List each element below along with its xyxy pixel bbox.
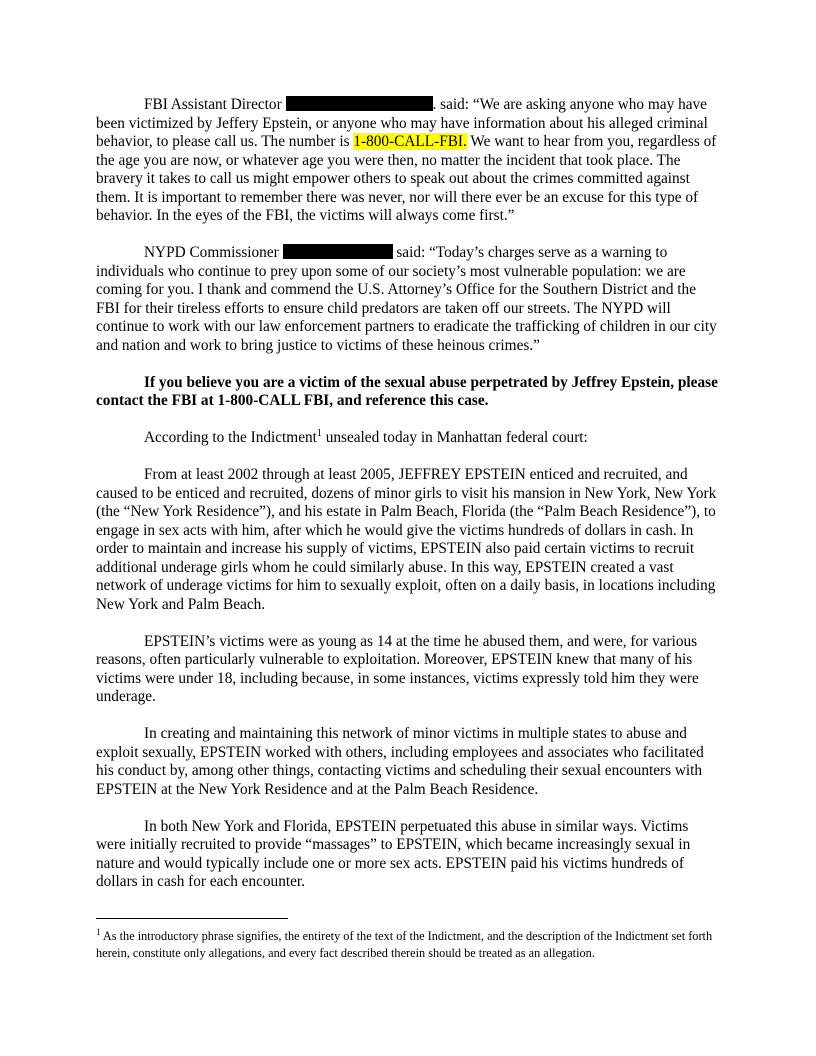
contact-fbi-paragraph: If you believe you are a victim of the sexual abuse perpetrated by Jeffrey Epstein, please contact the FBI at 1-800-CALL FBI, and reference this case. xyxy=(96,373,718,409)
nypd-statement-prefix: NYPD Commissioner xyxy=(144,244,283,261)
nypd-statement-body: said: “Today’s charges serve as a warning to individuals who continue to prey upon some of our society’s most vulnerable population: we are coming for you. I thank and commend the U.S. Attorney’s Office for the Southern District and the FBI for their tireless efforts to ensure child predators are taken off our streets. The NYPD will continue to work with our law enforcement partners to eradicate the trafficking of children in our city and nation and work to bring justice to victims of these heinous crimes.” xyxy=(96,244,717,354)
nypd-statement-paragraph xyxy=(96,244,720,355)
indictment-intro-prefix: According to the Indictment xyxy=(144,429,317,446)
footnote-divider xyxy=(96,918,288,919)
fbi-statement-prefix: FBI Assistant Director xyxy=(144,96,286,113)
footnote-text: As the introductory phrase signifies, the entirety of the text of the Indictment, and the description of the Indictment set forth herein, constitute only allegations, and every fact described therein should be treated as an allegation. xyxy=(96,929,713,960)
document-body xyxy=(96,96,720,910)
redacted-name-fbi xyxy=(286,96,433,111)
indictment-intro-paragraph xyxy=(96,429,720,448)
footnote-number: 1 xyxy=(96,926,101,937)
fbi-statement-suffix: We want to hear from you, regardless of the age you are now, or whatever age you were then, no matter the incident that took place. The bravery it takes to call us might empower others to speak out about the crimes committed against them. It is important to remember there was never, nor will there ever be an excuse for this type of behavior. In the eyes of the FBI, the victims will always come first.” xyxy=(96,133,717,224)
recruitment-paragraph: From at least 2002 through at least 2005, JEFFREY EPSTEIN enticed and recruited, and caused to be enticed and recruited, dozens of minor girls to visit his mansion in New York, New York (the “New York Residence”), and his estate in Palm Beach, Florida (the “Palm Beach Residence”), to engage in sex acts with him, after which he would give the victims hundreds of dollars in cash. In order to maintain and increase his supply of victims, EPSTEIN also paid certain victims to recruit additional underage girls whom he could similarly abuse. In this way, EPSTEIN created a vast network of underage victims for him to sexually exploit, often on a daily basis, in locations including New York and Palm Beach. xyxy=(96,466,717,613)
highlighted-phone-number: 1-800-CALL-FBI. xyxy=(353,133,467,150)
fbi-statement-paragraph xyxy=(96,96,720,226)
network-paragraph: In creating and maintaining this network of minor victims in multiple states to abuse and exploit sexually, EPSTEIN worked with others, including employees and associates who facilitated his conduct by, among other things, contacting victims and scheduling their sexual encounters with EPSTEIN at the New York Residence and at the Palm Beach Residence. xyxy=(96,725,704,798)
redacted-name-nypd xyxy=(283,244,393,259)
indictment-intro-suffix: unsealed today in Manhattan federal court: xyxy=(321,429,588,446)
footnote-reference: 1 xyxy=(316,427,322,439)
fbi-statement-body: . said: “We are asking anyone who may have been victimized by Jeffery Epstein, or anyone who may have information about his alleged criminal behavior, to please call us. The number is xyxy=(96,96,708,150)
victim-ages-paragraph: EPSTEIN’s victims were as young as 14 at the time he abused them, and were, for various reasons, often particularly vulnerable to exploitation. Moreover, EPSTEIN knew that many of his victims were under 18, including because, in some instances, victims expressly told him they were underage. xyxy=(96,632,699,705)
footnote xyxy=(96,928,722,962)
abuse-methods-paragraph: In both New York and Florida, EPSTEIN perpetuated this abuse in similar ways. Victims were initially recruited to provide “massages” to EPSTEIN, which became increasingly sexual in nature and would typically include one or more sex acts. EPSTEIN paid his victims hundreds of dollars in cash for each encounter. xyxy=(96,817,691,890)
